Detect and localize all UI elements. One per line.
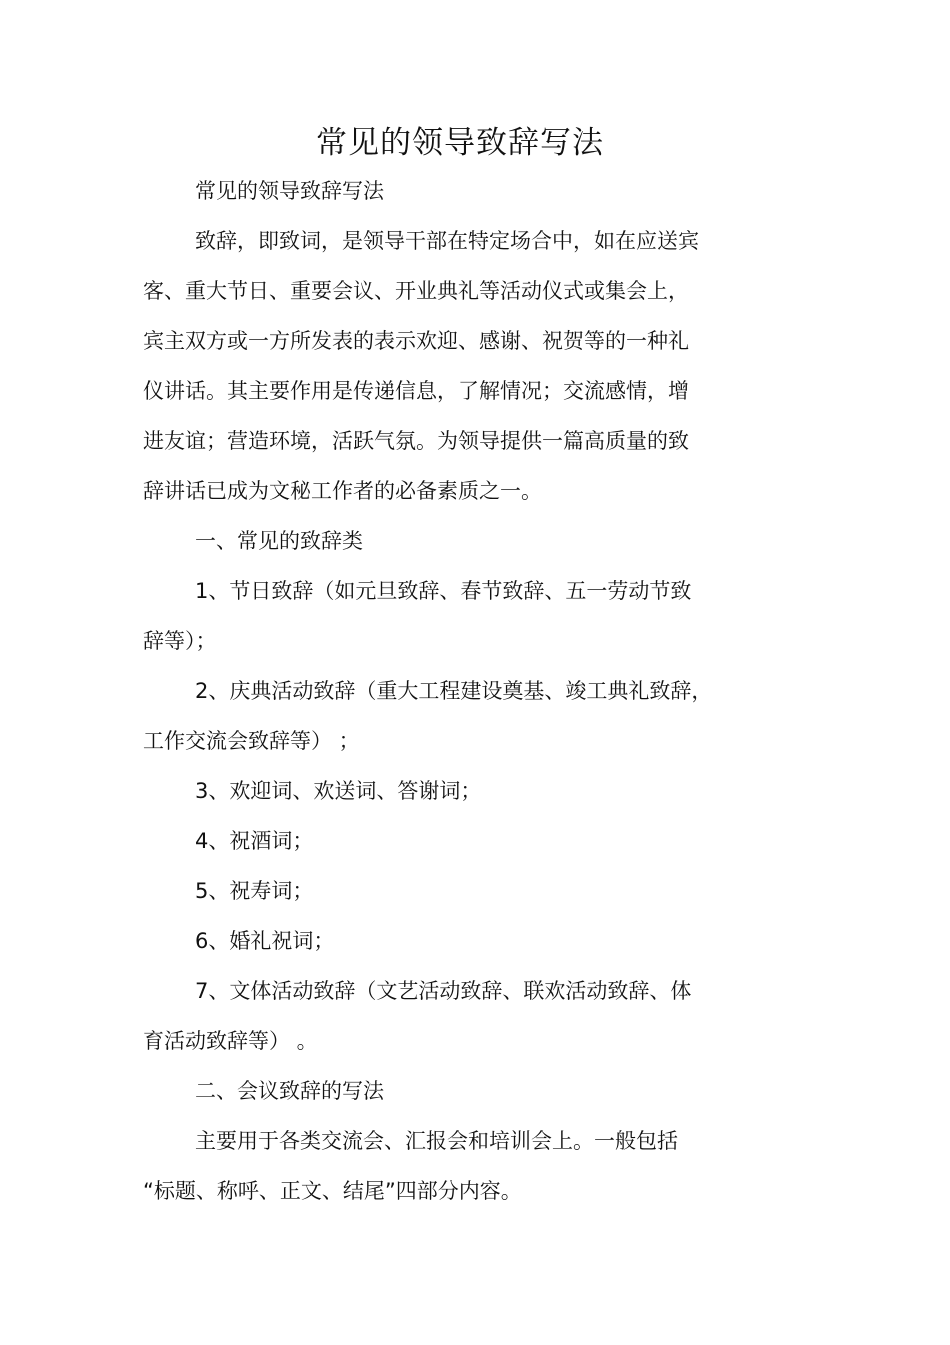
section-heading: 一、常见的致辞类 bbox=[195, 529, 363, 553]
list-item-line: 4、祝酒词； bbox=[195, 829, 314, 853]
paragraph-line: 客、重大节日、重要会议、开业典礼等活动仪式或集会上， bbox=[143, 279, 689, 303]
list-item-line: 3、欢迎词、欢送词、答谢词； bbox=[195, 779, 482, 803]
list-item-line: 5、祝寿词； bbox=[195, 879, 314, 903]
list-item-line: 1、节日致辞（如元旦致辞、春节致辞、五一劳动节致 bbox=[195, 579, 692, 603]
list-item-line: 2、庆典活动致辞（重大工程建设奠基、竣工典礼致辞， bbox=[195, 679, 713, 703]
paragraph-line: 仪讲话。其主要作用是传递信息，了解情况；交流感情，增 bbox=[143, 379, 689, 403]
section-heading: 二、会议致辞的写法 bbox=[195, 1079, 384, 1103]
paragraph-line: 致辞，即致词，是领导干部在特定场合中，如在应送宾 bbox=[195, 229, 699, 253]
list-item-line: 工作交流会致辞等） ； bbox=[143, 729, 360, 753]
list-item-line: 6、婚礼祝词； bbox=[195, 929, 335, 953]
list-item-line: 7、文体活动致辞（文艺活动致辞、联欢活动致辞、体 bbox=[195, 979, 692, 1003]
paragraph-line: “标题、称呼、正文、结尾”四部分内容。 bbox=[143, 1179, 522, 1203]
paragraph-line: 主要用于各类交流会、汇报会和培训会上。一般包括 bbox=[195, 1129, 678, 1153]
list-item-line: 育活动致辞等） 。 bbox=[143, 1029, 318, 1053]
subtitle-line: 常见的领导致辞写法 bbox=[195, 179, 384, 203]
paragraph-line: 进友谊；营造环境，活跃气氛。为领导提供一篇高质量的致 bbox=[143, 429, 689, 453]
paragraph-line: 宾主双方或一方所发表的表示欢迎、感谢、祝贺等的一种礼 bbox=[143, 329, 689, 353]
list-item-line: 辞等）； bbox=[143, 629, 217, 653]
paragraph-line: 辞讲话已成为文秘工作者的必备素质之一。 bbox=[143, 479, 542, 503]
document-body bbox=[143, 166, 743, 1216]
document-title: 常见的领导致辞写法 bbox=[316, 125, 604, 161]
